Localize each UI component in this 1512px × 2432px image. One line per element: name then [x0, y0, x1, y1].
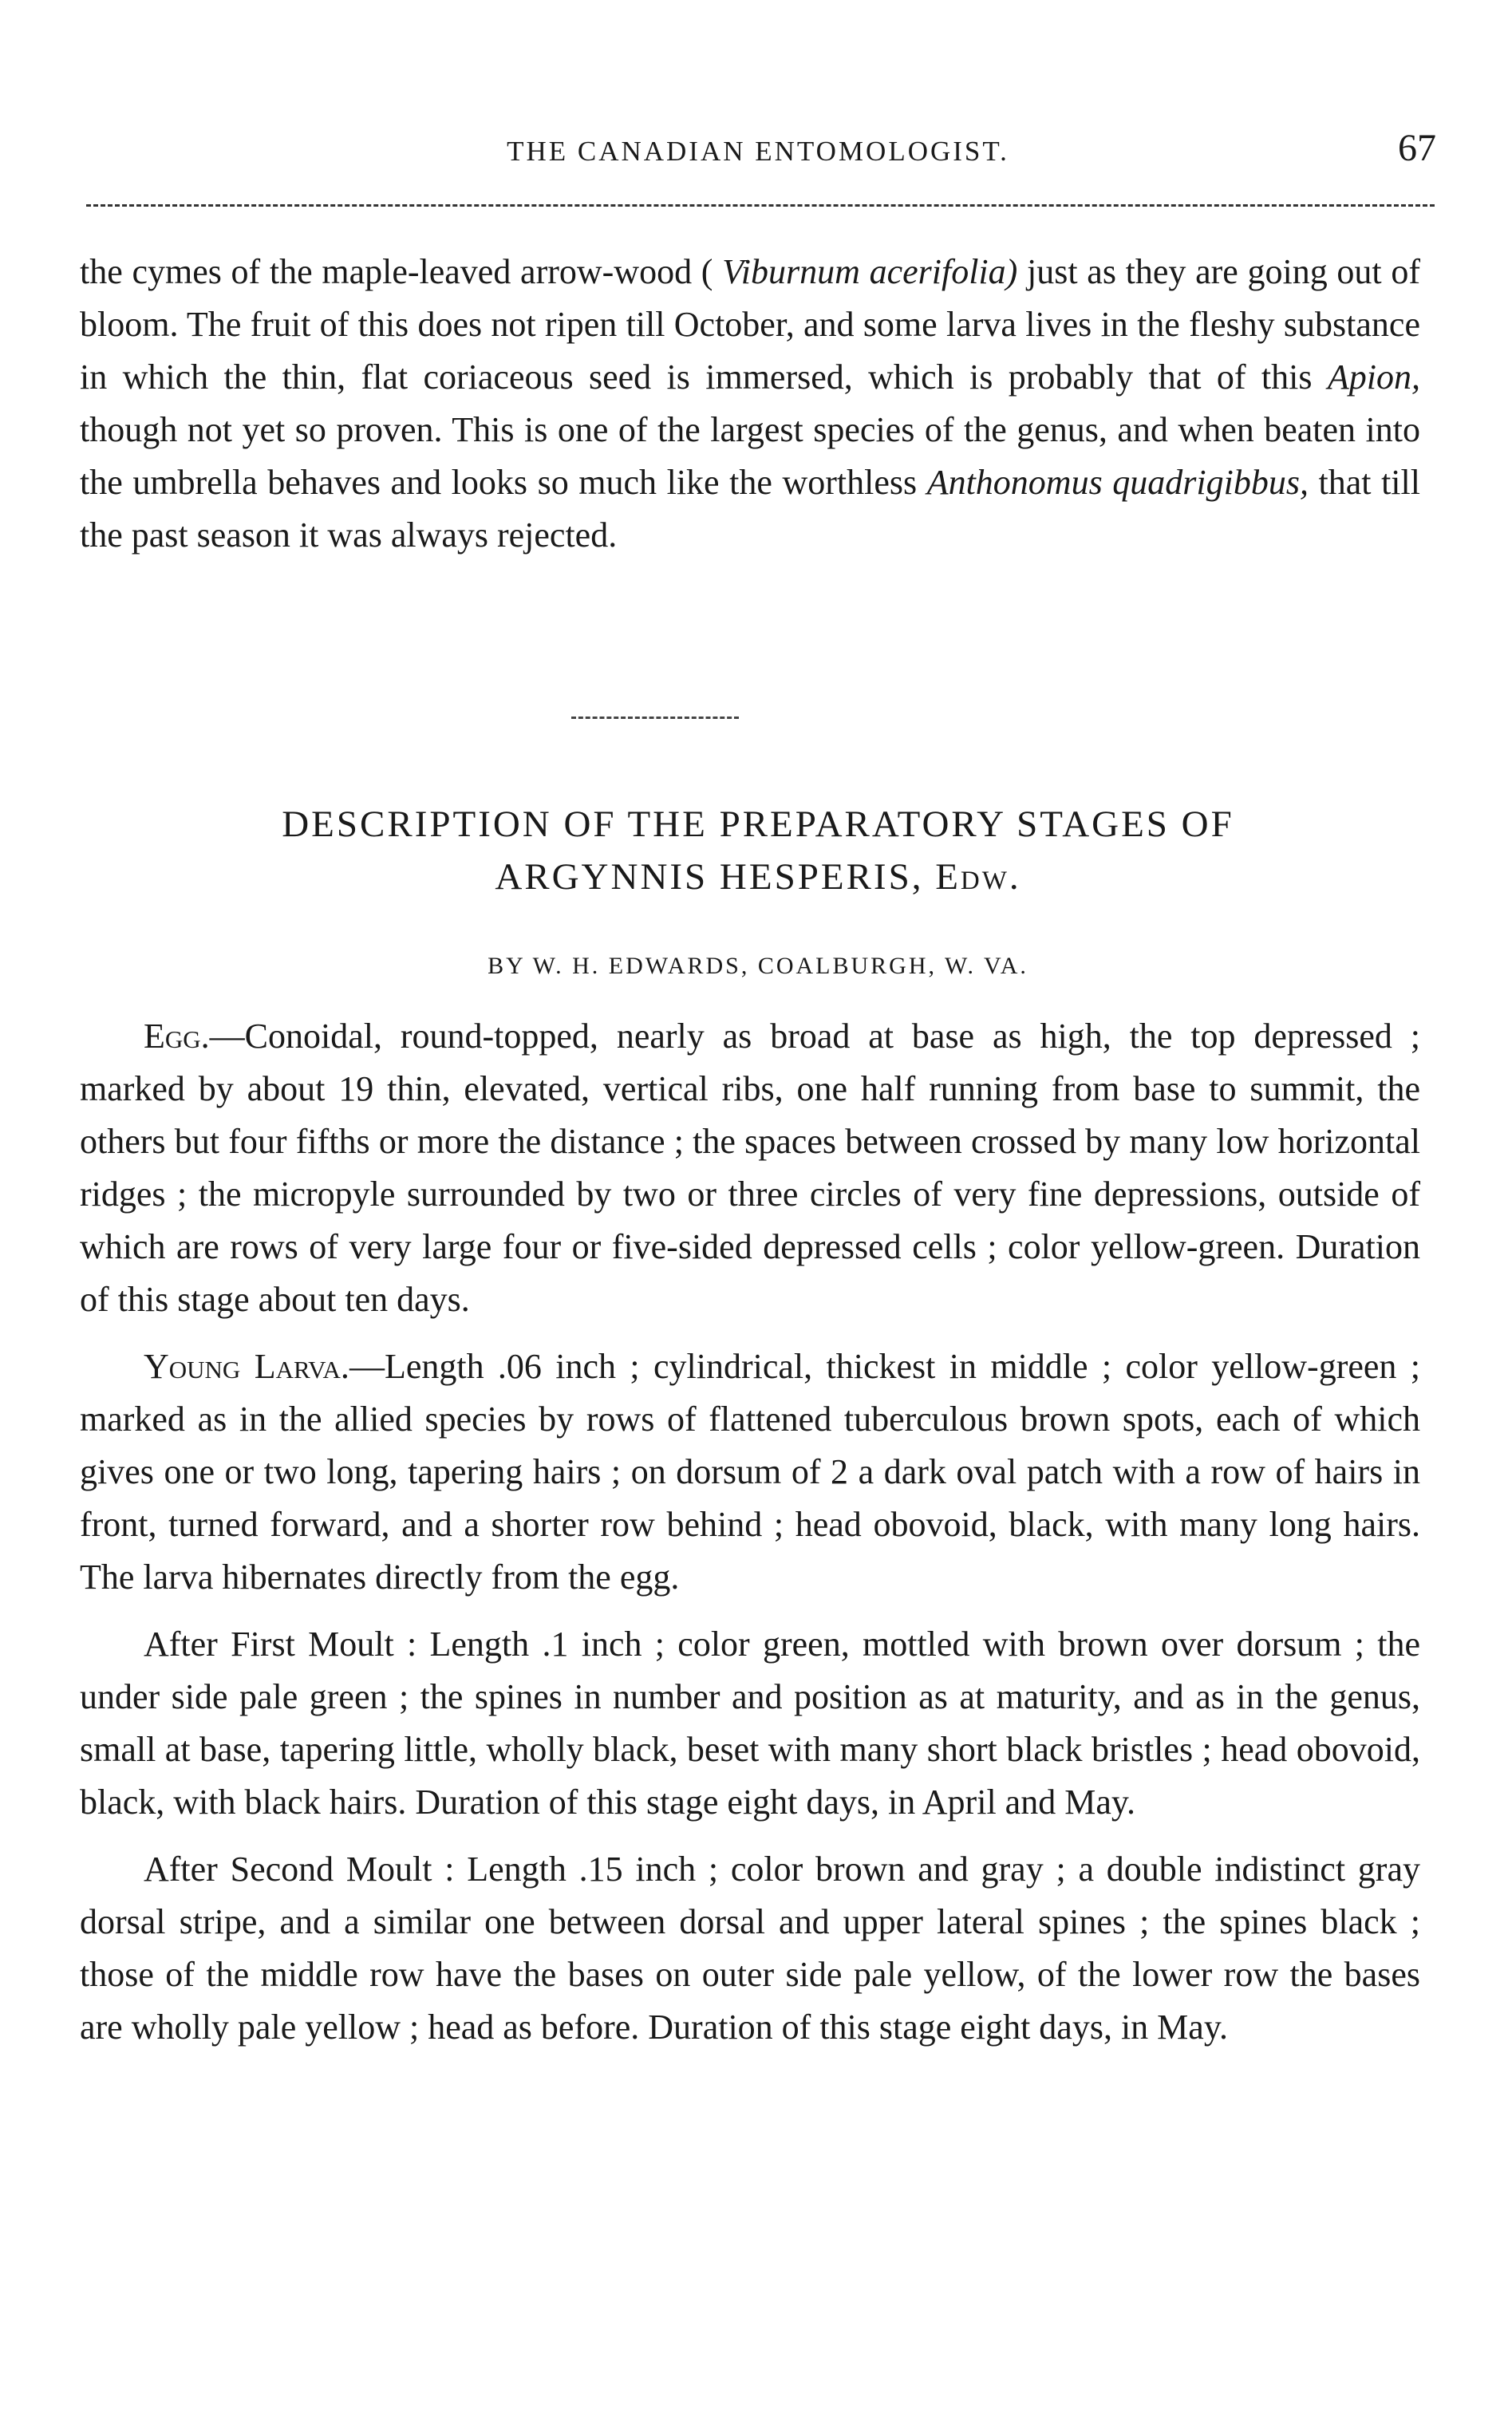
continued-text-mid2: though not yet so proven. This is one of the largest species of the genus, and when beaten into the umbrella behaves and looks so much like the worthless — [80, 410, 1420, 502]
article-byline: BY W. H. EDWARDS, COALBURGH, W. VA. — [488, 953, 1028, 979]
article-title-author: Edw. — [935, 856, 1021, 898]
paragraph-lead: After Second Moult : — [144, 1850, 455, 1889]
article-title-species: ARGYNNIS HESPERIS, — [495, 856, 936, 898]
species-name: Anthonomus quadrigibbus, — [926, 463, 1309, 502]
plant-name: Viburnum acerifolia) — [722, 252, 1018, 291]
header-rule — [86, 204, 1435, 207]
paragraph-text: Length .15 inch ; color brown and gray ; a double indistinct gray dorsal stripe, and a similar one between dorsal and upper lateral spines ; the spines black ; those of the middle row have the bases on outer side pale yellow, of the lower row the bases are wholly pale yellow ; head as before. Duration of this stage eight days, in May. — [80, 1850, 1420, 2047]
paragraph-text: —Length .06 inch ; cylindrical, thickest in middle ; color yellow-green ; marked as in the allied species by rows of flattened tuberculous brown spots, each of which gives one or two long, tapering hairs ; on dorsum of 2 a dark oval patch with a row of hairs in front, turned forward, and a shorter row behind ; head obovoid, black, with many long hairs. The larva hibernates directly from the egg. — [80, 1347, 1420, 1597]
continued-text-pre: the cymes of the maple-leaved arrow-wood ( — [80, 252, 723, 291]
article-title-line-1: DESCRIPTION OF THE PREPARATORY STAGES OF — [282, 803, 1234, 845]
journal-title: THE CANADIAN ENTOMOLOGIST. — [507, 136, 1009, 167]
paragraph-lead: After First Moult : — [144, 1625, 417, 1664]
section-divider — [571, 717, 739, 719]
paragraph-lead: Egg. — [144, 1017, 210, 1056]
paragraph-egg — [80, 1010, 1420, 1326]
continued-text-post: that till the past season it was always rejected. — [80, 463, 1420, 555]
continued-paragraph — [80, 246, 1420, 562]
paragraph-first-moult — [80, 1618, 1420, 1829]
paragraph-second-moult — [80, 1843, 1420, 2054]
article-body — [80, 1010, 1420, 2068]
article-title — [80, 798, 1436, 903]
paragraph-lead: Young Larva. — [144, 1347, 349, 1386]
continued-paragraph-text — [80, 246, 1420, 562]
page-number: 67 — [1398, 127, 1436, 169]
paragraph-text: Length .1 inch ; color green, mottled with brown over dorsum ; the under side pale green ; the spines in number and position as at maturity, and as in the genus, small at base, tapering little, wholly black, beset with many short black bristles ; head obovoid, black, with black hairs. Duration of this stage eight days, in April and May. — [80, 1625, 1421, 1822]
genus-name: Apion, — [1327, 357, 1420, 397]
paragraph-text: —Conoidal, round-topped, nearly as broad at base as high, the top depressed ; marked by about 19 thin, elevated, vertical ribs, one half running from base to summit, the others but four fifths or more the distance ; the spaces between crossed by many low horizontal ridges ; the micropyle surrounded by two or three circles of very fine depressions, outside of which are rows of very large four or five-sided depressed cells ; color yellow-green. Duration of this stage about ten days. — [80, 1017, 1420, 1319]
article-title-line-2 — [80, 851, 1436, 903]
continued-text-mid: just as they are going out of bloom. The fruit of this does not ripen till October, and some larva lives in the fleshy substance in which the thin, flat coriaceous seed is immersed, which is probably that of this — [80, 252, 1421, 397]
running-head — [80, 128, 1436, 176]
paragraph-young-larva — [80, 1340, 1420, 1604]
